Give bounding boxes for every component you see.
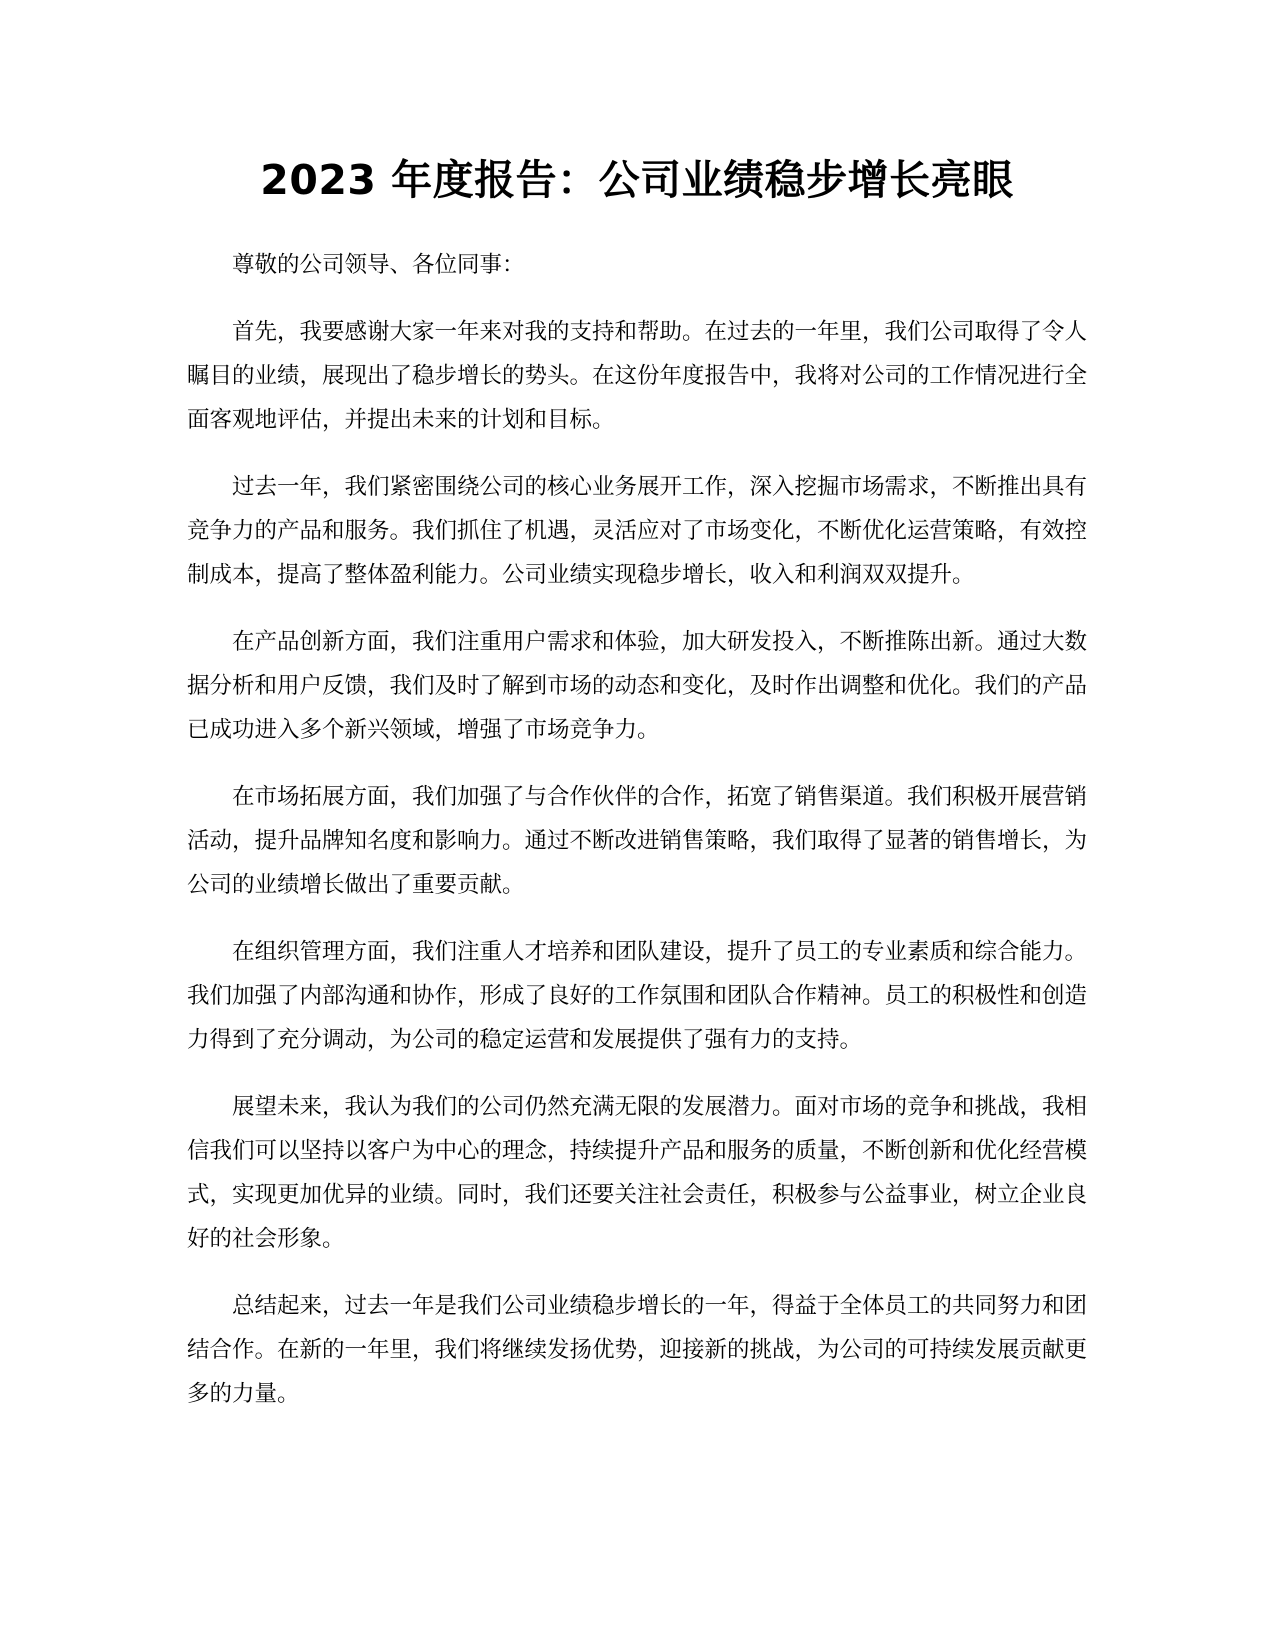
document-page <box>187 0 1087 1650</box>
document-body <box>187 243 1087 1439</box>
review-paragraph: 过去一年，我们紧密围绕公司的核心业务展开工作，深入挖掘市场需求，不断推出具有竞争力的产品和服务。我们抓住了机遇，灵活应对了市场变化，不断优化运营策略，有效控制成本，提高了整体盈利能力。公司业绩实现稳步增长，收入和利润双双提升。 <box>187 474 1088 588</box>
intro-paragraph: 首先，我要感谢大家一年来对我的支持和帮助。在过去的一年里，我们公司取得了令人瞩目的业绩，展现出了稳步增长的势头。在这份年度报告中，我将对公司的工作情况进行全面客观地评估，并提出未来的计划和目标。 <box>187 319 1088 433</box>
product-innovation-paragraph: 在产品创新方面，我们注重用户需求和体验，加大研发投入，不断推陈出新。通过大数据分析和用户反馈，我们及时了解到市场的动态和变化，及时作出调整和优化。我们的产品已成功进入多个新兴领域，增强了市场竞争力。 <box>187 629 1088 743</box>
document-title: 2023 年度报告：公司业绩稳步增长亮眼 <box>260 156 1014 204</box>
outlook-paragraph: 展望未来，我认为我们的公司仍然充满无限的发展潜力。面对市场的竞争和挑战，我相信我们可以坚持以客户为中心的理念，持续提升产品和服务的质量，不断创新和优化经营模式，实现更加优异的业绩。同时，我们还要关注社会责任，积极参与公益事业，树立企业良好的社会形象。 <box>187 1094 1088 1252</box>
market-expansion-paragraph: 在市场拓展方面，我们加强了与合作伙伴的合作，拓宽了销售渠道。我们积极开展营销活动，提升品牌知名度和影响力。通过不断改进销售策略，我们取得了显著的销售增长，为公司的业绩增长做出了重要贡献。 <box>187 784 1088 898</box>
salutation-paragraph: 尊敬的公司领导、各位同事： <box>232 252 525 278</box>
organization-management-paragraph: 在组织管理方面，我们注重人才培养和团队建设，提升了员工的专业素质和综合能力。我们加强了内部沟通和协作，形成了良好的工作氛围和团队合作精神。员工的积极性和创造力得到了充分调动，为公司的稳定运营和发展提供了强有力的支持。 <box>187 939 1088 1053</box>
conclusion-paragraph: 总结起来，过去一年是我们公司业绩稳步增长的一年，得益于全体员工的共同努力和团结合作。在新的一年里，我们将继续发扬优势，迎接新的挑战，为公司的可持续发展贡献更多的力量。 <box>187 1293 1088 1407</box>
